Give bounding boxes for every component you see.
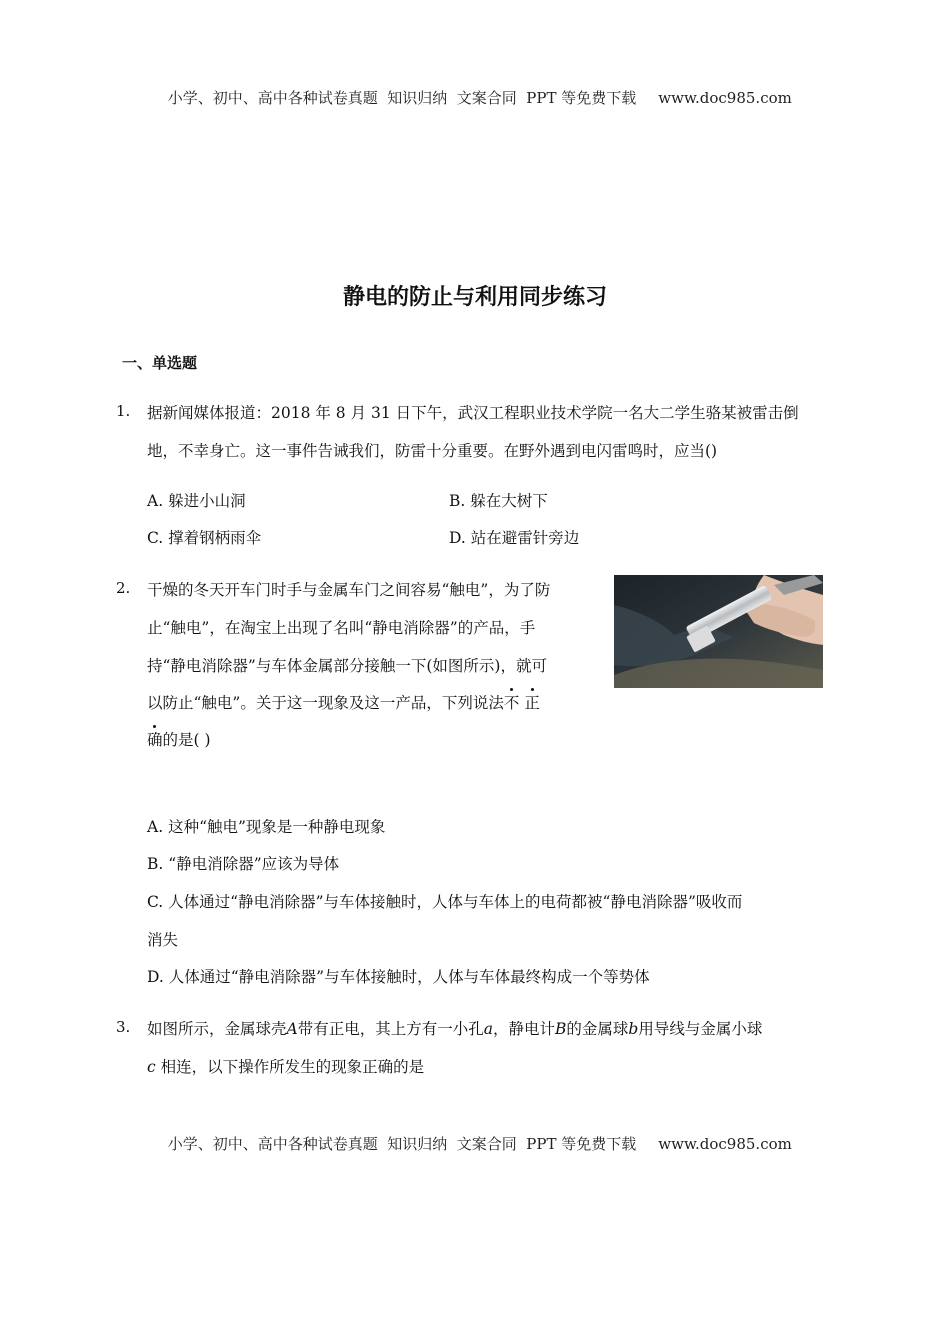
emphasis-char: 不 (504, 691, 520, 713)
option-text: 站在避雷针旁边 (470, 529, 580, 547)
option-b[interactable] (147, 852, 339, 874)
option-c-continuation (147, 928, 178, 950)
emphasis-char: 正 (524, 691, 540, 713)
question-text-line: 干燥的冬天开车门时手与金属车门之间容易“触电”，为了防 (147, 581, 551, 599)
option-a[interactable] (147, 815, 385, 837)
option-label: D. (147, 968, 164, 986)
question-text-line: c 相连，以下操作所发生的现象正确的是 (147, 1058, 425, 1076)
option-d[interactable] (449, 526, 579, 548)
option-text: 人体通过“静电消除器”与车体接触时，人体与车体最终构成一个等势体 (168, 968, 650, 986)
option-label: B. (449, 492, 466, 510)
option-text: 撑着钢柄雨伞 (168, 529, 262, 547)
variable-b: b (628, 1020, 639, 1038)
photo-image (614, 575, 823, 688)
option-text: 消失 (147, 931, 179, 949)
option-d[interactable] (147, 965, 650, 987)
footer-banner-url[interactable]: www.doc985.com (658, 1135, 792, 1153)
question-text-line: 如图所示，金属球壳A带有正电，其上方有一小孔a，静电计B的金属球b用导线与金属小球 (147, 1020, 763, 1038)
variable-c: c (147, 1058, 156, 1076)
variable-B: B (555, 1020, 567, 1038)
variable-A: A (286, 1020, 298, 1038)
option-text: “静电消除器”应该为导体 (168, 855, 340, 873)
question-text-line: 确的是( ) (147, 728, 211, 750)
question-text-line: 据新闻媒体报道：2018 年 8 月 31 日下午，武汉工程职业技术学院一名大二学生骆某被雷击倒 (147, 404, 799, 422)
section-heading: 一、单选题 (122, 354, 198, 372)
footer-banner-text: 小学、初中、高中各种试卷真题 知识归纳 文案合同 PPT 等免费下载 (167, 1135, 637, 1153)
static-eliminator-photo (614, 575, 823, 688)
header-banner-url[interactable]: www.doc985.com (658, 89, 792, 107)
variable-a: a (483, 1020, 493, 1038)
question-number: 3. (116, 1018, 131, 1036)
question-number: 1. (116, 402, 131, 420)
question-text-line: 以防止“触电”。关于这一现象及这一产品，下列说法不 正 (147, 691, 540, 713)
option-label: A. (147, 492, 164, 510)
option-label: C. (147, 893, 164, 911)
option-text: 人体通过“静电消除器”与车体接触时，人体与车体上的电荷都被“静电消除器”吸收而 (168, 893, 743, 911)
question-text-line: 持“静电消除器”与车体金属部分接触一下(如图所示)，就可 (147, 657, 547, 675)
question-text-line: 地，不幸身亡。这一事件告诫我们，防雷十分重要。在野外遇到电闪雷鸣时，应当() (147, 442, 718, 460)
option-text: 躲在大树下 (470, 492, 548, 510)
option-a[interactable] (147, 489, 246, 511)
question-text-line: 止“触电”，在淘宝上出现了名叫“静电消除器”的产品，手 (147, 619, 536, 637)
emphasis-char: 确 (147, 728, 163, 750)
option-label: C. (147, 529, 164, 547)
option-text: 这种“触电”现象是一种静电现象 (168, 818, 386, 836)
header-banner (0, 69, 950, 108)
page-title: 静电的防止与利用同步练习 (342, 285, 607, 310)
option-text: 躲进小山洞 (168, 492, 246, 510)
option-c[interactable] (147, 526, 261, 548)
option-label: D. (449, 529, 466, 547)
option-label: B. (147, 855, 164, 873)
header-banner-text: 小学、初中、高中各种试卷真题 知识归纳 文案合同 PPT 等免费下载 (167, 89, 637, 107)
option-b[interactable] (449, 489, 548, 511)
option-c[interactable] (147, 890, 742, 912)
option-label: A. (147, 818, 164, 836)
footer-banner (0, 1115, 950, 1154)
question-number: 2. (116, 579, 131, 597)
